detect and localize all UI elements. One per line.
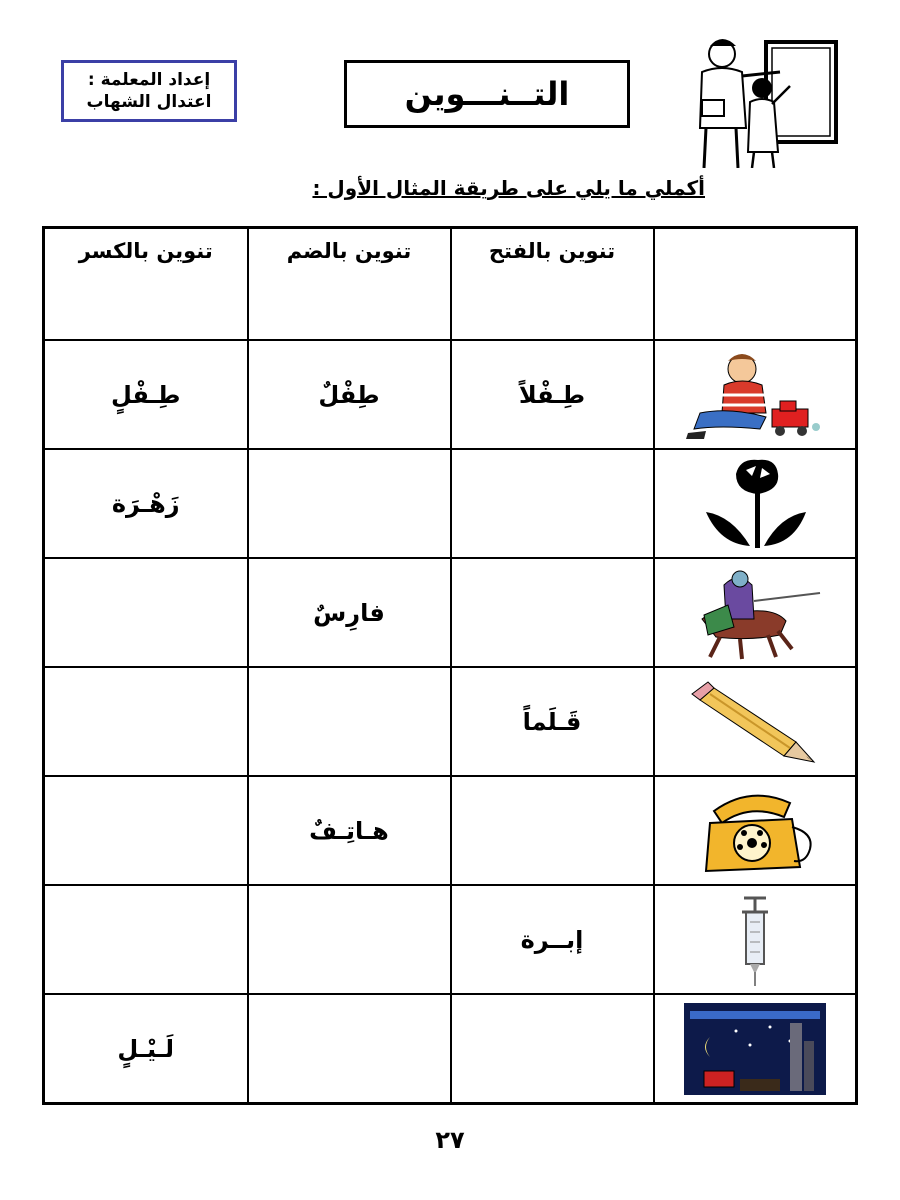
kasra-cell: لَـيْـلٍ	[44, 994, 248, 1104]
night-scene-icon	[680, 1001, 830, 1097]
teacher-and-student-icon	[680, 32, 840, 168]
picture-cell	[654, 776, 857, 885]
knight-on-horse-icon	[680, 565, 830, 661]
table-row	[44, 667, 857, 776]
damma-cell: هـاتِـفٌ	[248, 776, 451, 885]
picture-cell	[654, 885, 857, 994]
child-playing-icon	[680, 347, 830, 443]
table-row	[44, 776, 857, 885]
table-row	[44, 558, 857, 667]
fatha-cell	[451, 558, 654, 667]
table-row	[44, 885, 857, 994]
instruction-text: أكملي ما يلي على طريقة المثال الأول :	[312, 176, 705, 200]
fatha-cell	[451, 994, 654, 1104]
syringe-icon	[680, 892, 830, 988]
kasra-cell	[44, 776, 248, 885]
header-damma: تنوين بالضم	[248, 228, 451, 341]
picture-cell	[654, 340, 857, 449]
fatha-cell	[451, 776, 654, 885]
kasra-cell: زَهْـرَة	[44, 449, 248, 558]
picture-cell	[654, 994, 857, 1104]
picture-cell	[654, 558, 857, 667]
fatha-cell	[451, 449, 654, 558]
damma-cell	[248, 885, 451, 994]
page-title: التــنـــوين	[344, 60, 630, 128]
header-picture	[654, 228, 857, 341]
picture-cell	[654, 667, 857, 776]
picture-cell	[654, 449, 857, 558]
kasra-cell: طِـفْلٍ	[44, 340, 248, 449]
fatha-cell: قَـلَماً	[451, 667, 654, 776]
damma-cell	[248, 667, 451, 776]
header-fatha: تنوين بالفتح	[451, 228, 654, 341]
table-row	[44, 340, 857, 449]
fatha-cell: طِـفْلاً	[451, 340, 654, 449]
table-header-row	[44, 228, 857, 341]
damma-cell: فارِسٌ	[248, 558, 451, 667]
tanween-table	[42, 226, 858, 1105]
damma-cell	[248, 994, 451, 1104]
damma-cell	[248, 449, 451, 558]
kasra-cell	[44, 558, 248, 667]
damma-cell: طِفْلٌ	[248, 340, 451, 449]
flower-icon	[680, 456, 830, 552]
page-number: ٢٧	[435, 1126, 465, 1154]
kasra-cell	[44, 667, 248, 776]
header-kasra: تنوين بالكسر	[44, 228, 248, 341]
kasra-cell	[44, 885, 248, 994]
table-row	[44, 449, 857, 558]
author-label: إعداد المعلمة :	[87, 70, 211, 90]
pencil-icon	[680, 674, 830, 770]
author-name: اعتدال الشهاب	[86, 92, 212, 112]
author-box	[61, 60, 237, 122]
telephone-icon	[680, 783, 830, 879]
fatha-cell: إبــرة	[451, 885, 654, 994]
table-row	[44, 994, 857, 1104]
